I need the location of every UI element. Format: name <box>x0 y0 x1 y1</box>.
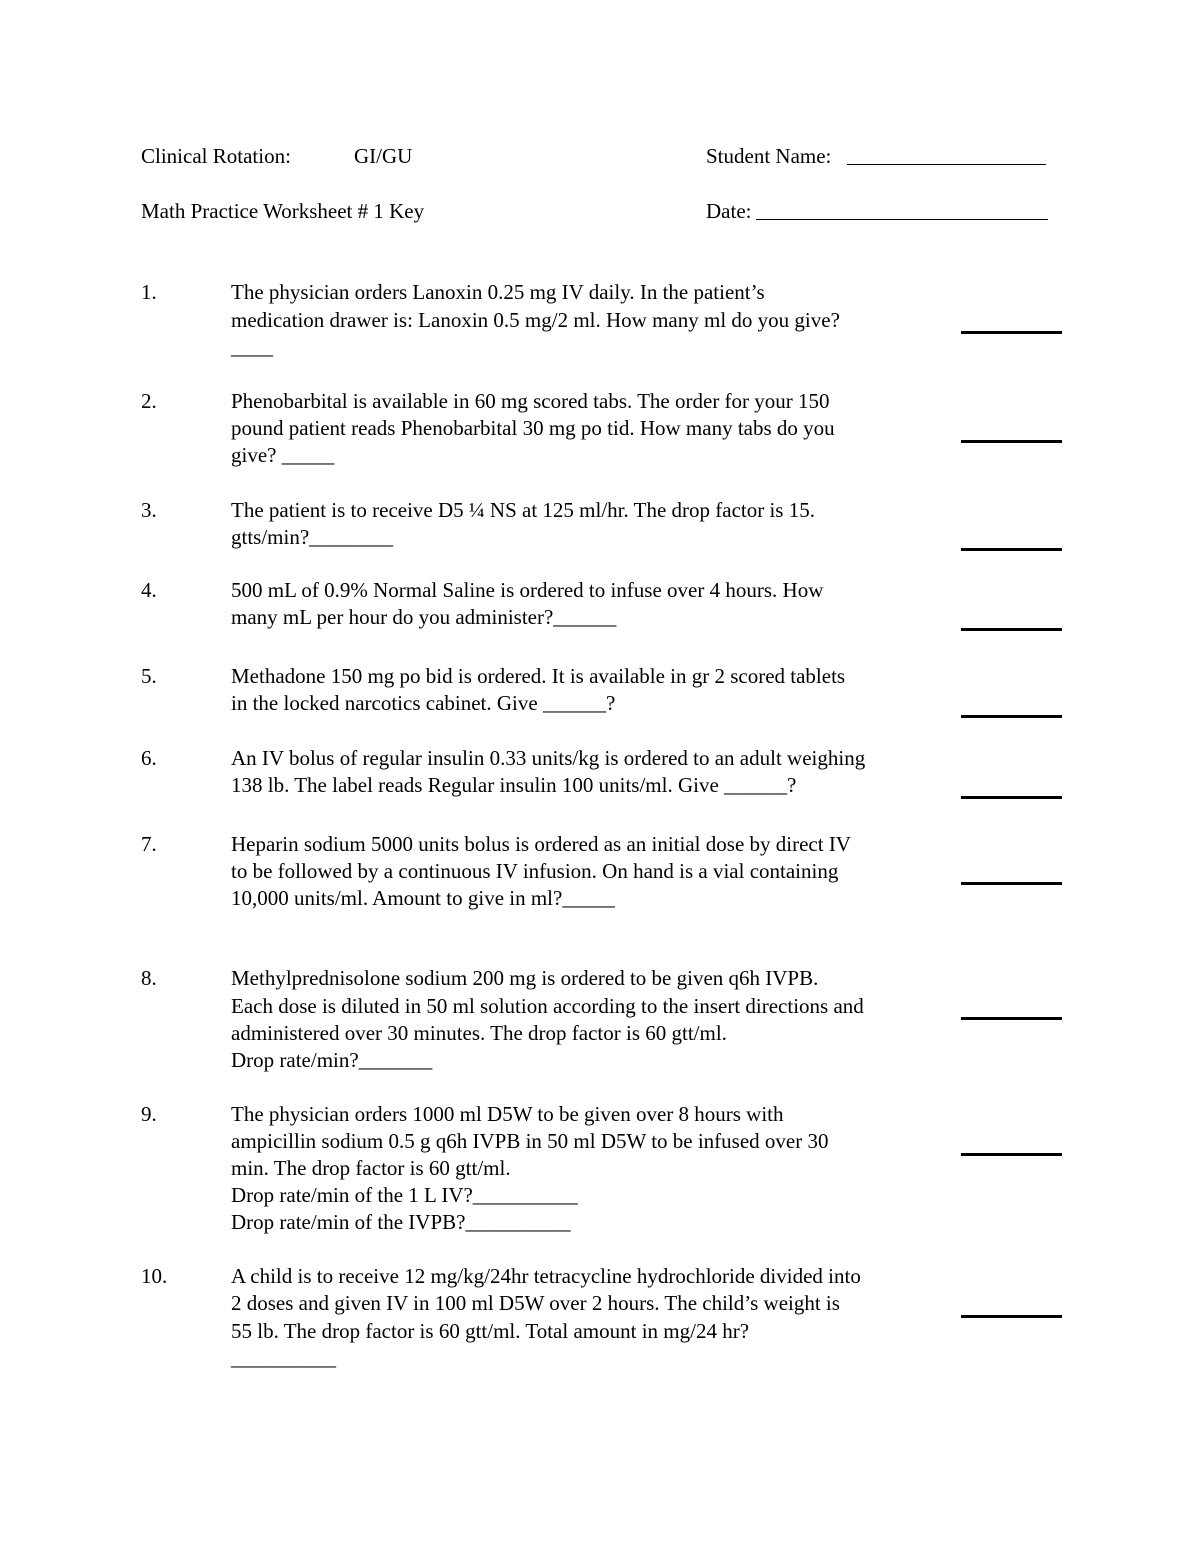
question-text-line: 2 doses and given IV in 100 ml D5W over 2 hours. The child’s weight is <box>231 1291 840 1315</box>
answer-blank[interactable] <box>961 1153 1062 1156</box>
question-number: 7. <box>141 832 157 856</box>
answer-blank[interactable] <box>961 1315 1062 1318</box>
question-text-line: give? _____ <box>231 443 335 467</box>
answer-blank[interactable] <box>961 548 1062 551</box>
question-number: 9. <box>141 1102 157 1126</box>
question-number: 3. <box>141 498 157 522</box>
question-text-line: Each dose is diluted in 50 ml solution according to the insert directions and <box>231 994 864 1018</box>
question-text-line: Methylprednisolone sodium 200 mg is ordered to be given q6h IVPB. <box>231 966 819 990</box>
question-text-line: 138 lb. The label reads Regular insulin 100 units/ml. Give ______? <box>231 773 797 797</box>
question-number: 1. <box>141 280 157 304</box>
worksheet-title: Math Practice Worksheet # 1 Key <box>141 199 425 223</box>
question-number: 5. <box>141 664 157 688</box>
question-text-line: medication drawer is: Lanoxin 0.5 mg/2 ml. How many ml do you give? <box>231 308 840 332</box>
student-name-label: Student Name: <box>706 144 832 168</box>
question-text-line: 500 mL of 0.9% Normal Saline is ordered to infuse over 4 hours. How <box>231 578 824 602</box>
answer-blank[interactable] <box>961 628 1062 631</box>
question-text-line: min. The drop factor is 60 gtt/ml. <box>231 1156 511 1180</box>
answer-blank[interactable] <box>961 882 1062 885</box>
question-text-line: Methadone 150 mg po bid is ordered. It is available in gr 2 scored tablets <box>231 664 846 688</box>
rotation-label: Clinical Rotation: <box>141 144 291 168</box>
question-text-line: A child is to receive 12 mg/kg/24hr tetracycline hydrochloride divided into <box>231 1264 861 1288</box>
question-text-line: pound patient reads Phenobarbital 30 mg po tid. How many tabs do you <box>231 416 835 440</box>
question-text-line: 55 lb. The drop factor is 60 gtt/ml. Total amount in mg/24 hr? <box>231 1319 750 1343</box>
question-number: 2. <box>141 389 157 413</box>
question-text-line: __________ <box>231 1346 336 1370</box>
question-text-line: An IV bolus of regular insulin 0.33 units/kg is ordered to an adult weighing <box>231 746 866 770</box>
question-number: 10. <box>141 1264 168 1288</box>
answer-blank[interactable] <box>961 1017 1062 1020</box>
question-text-line: gtts/min?________ <box>231 525 394 549</box>
question-text-line: administered over 30 minutes. The drop factor is 60 gtt/ml. <box>231 1021 727 1045</box>
answer-blank[interactable] <box>961 715 1062 718</box>
question-text-line: Drop rate/min of the 1 L IV?__________ <box>231 1183 578 1207</box>
answer-blank[interactable] <box>961 331 1062 334</box>
answer-blank[interactable] <box>961 796 1062 799</box>
answer-blank[interactable] <box>961 440 1062 443</box>
question-text-line: The physician orders Lanoxin 0.25 mg IV daily. In the patient’s <box>231 280 765 304</box>
question-text-line: Drop rate/min?_______ <box>231 1048 433 1072</box>
question-number: 6. <box>141 746 157 770</box>
question-number: 8. <box>141 966 157 990</box>
question-number: 4. <box>141 578 157 602</box>
question-text-line: ____ <box>231 335 273 359</box>
question-text-line: to be followed by a continuous IV infusion. On hand is a vial containing <box>231 859 839 883</box>
question-text-line: Drop rate/min of the IVPB?__________ <box>231 1210 571 1234</box>
date-label: Date: <box>706 199 752 223</box>
question-text-line: many mL per hour do you administer?______ <box>231 605 617 629</box>
question-text-line: Phenobarbital is available in 60 mg scored tabs. The order for your 150 <box>231 389 830 413</box>
question-text-line: ampicillin sodium 0.5 g q6h IVPB in 50 ml D5W to be infused over 30 <box>231 1129 829 1153</box>
question-text-line: The physician orders 1000 ml D5W to be given over 8 hours with <box>231 1102 784 1126</box>
rotation-value: GI/GU <box>354 144 413 168</box>
date-field[interactable] <box>756 205 1048 220</box>
question-text-line: The patient is to receive D5 ¼ NS at 125 ml/hr. The drop factor is 15. <box>231 498 815 522</box>
question-text-line: 10,000 units/ml. Amount to give in ml?_____ <box>231 886 615 910</box>
question-text-line: in the locked narcotics cabinet. Give ______? <box>231 691 616 715</box>
question-text-line: Heparin sodium 5000 units bolus is ordered as an initial dose by direct IV <box>231 832 851 856</box>
student-name-field[interactable] <box>847 150 1046 165</box>
